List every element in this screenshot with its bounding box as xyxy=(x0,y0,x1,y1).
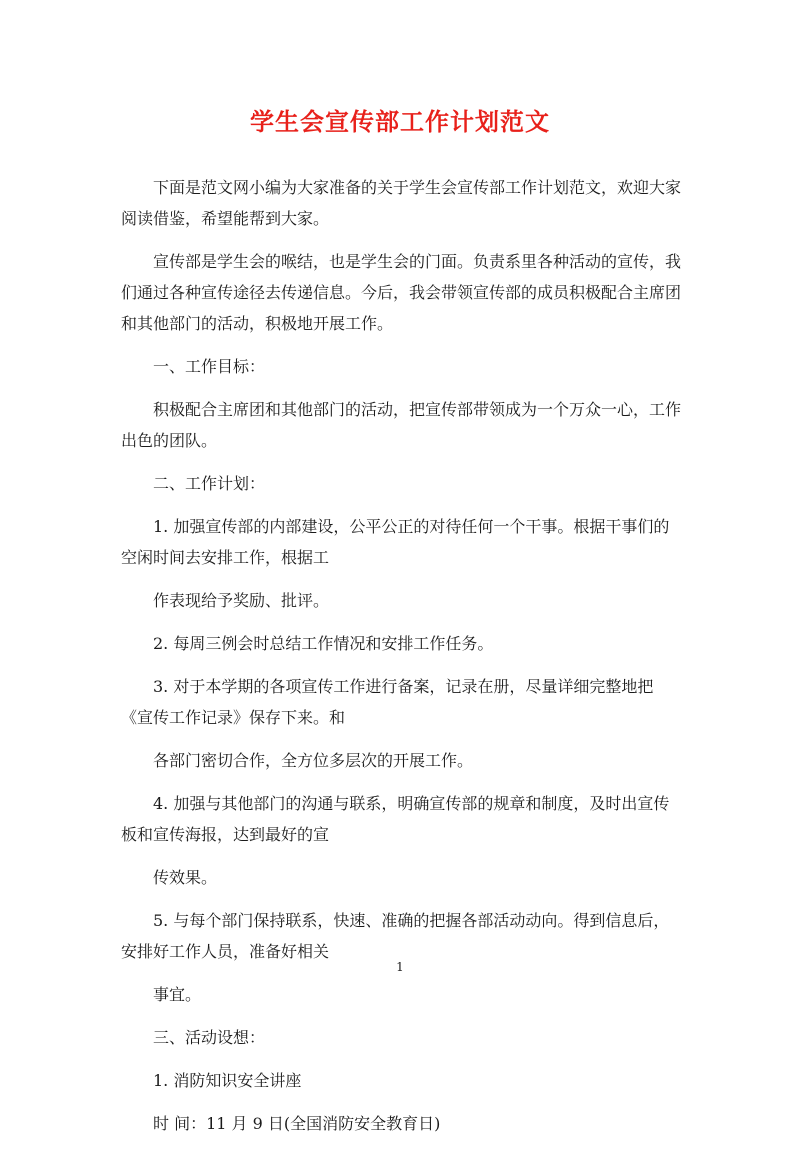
plan-item-4-continued: 传效果。 xyxy=(153,868,218,887)
page-number: 1 xyxy=(396,960,404,974)
plan-item-1: 1. 加强宣传部的内部建设，公平公正的对待任何一个干事。根据干事们的空闲时间去安排工作，根据工 xyxy=(121,517,670,567)
plan-item-3: 3. 对于本学期的各项宣传工作进行备案，记录在册，尽量详细完整地把《宣传工作记录》保存下来。和 xyxy=(121,677,654,727)
activity-item-1-time: 时 间：11 月 9 日(全国消防安全教育日) xyxy=(153,1114,441,1133)
document-body xyxy=(121,172,681,1151)
plan-item-2: 2. 每周三例会时总结工作情况和安排工作任务。 xyxy=(153,634,494,653)
plan-item-5-continued: 事宜。 xyxy=(153,985,202,1004)
paragraph-work-goal: 积极配合主席团和其他部门的活动，把宣传部带领成为一个万众一心，工作出色的团队。 xyxy=(121,400,682,450)
document-title: 学生会宣传部工作计划范文 xyxy=(250,107,550,136)
plan-item-1-continued: 作表现给予奖励、批评。 xyxy=(153,591,330,610)
heading-work-plan: 二、工作计划： xyxy=(153,474,266,493)
heading-activity-ideas: 三、活动设想： xyxy=(153,1028,266,1047)
paragraph-department-role: 宣传部是学生会的喉结，也是学生会的门面。负责系里各种活动的宣传，我们通过各种宣传途径去传递信息。今后，我会带领宣传部的成员积极配合主席团和其他部门的活动，积极地开展工作。 xyxy=(121,252,682,333)
activity-item-1: 1. 消防知识安全讲座 xyxy=(153,1071,302,1090)
plan-item-3-continued: 各部门密切合作，全方位多层次的开展工作。 xyxy=(153,751,474,770)
paragraph-intro: 下面是范文网小编为大家准备的关于学生会宣传部工作计划范文，欢迎大家阅读借鉴，希望能帮到大家。 xyxy=(121,178,682,228)
plan-item-5: 5. 与每个部门保持联系，快速、准确的把握各部活动动向。得到信息后，安排好工作人员，准备好相关 xyxy=(121,911,670,961)
plan-item-4: 4. 加强与其他部门的沟通与联系，明确宣传部的规章和制度，及时出宣传板和宣传海报，达到最好的宣 xyxy=(121,794,670,844)
heading-work-goal: 一、工作目标： xyxy=(153,357,266,376)
